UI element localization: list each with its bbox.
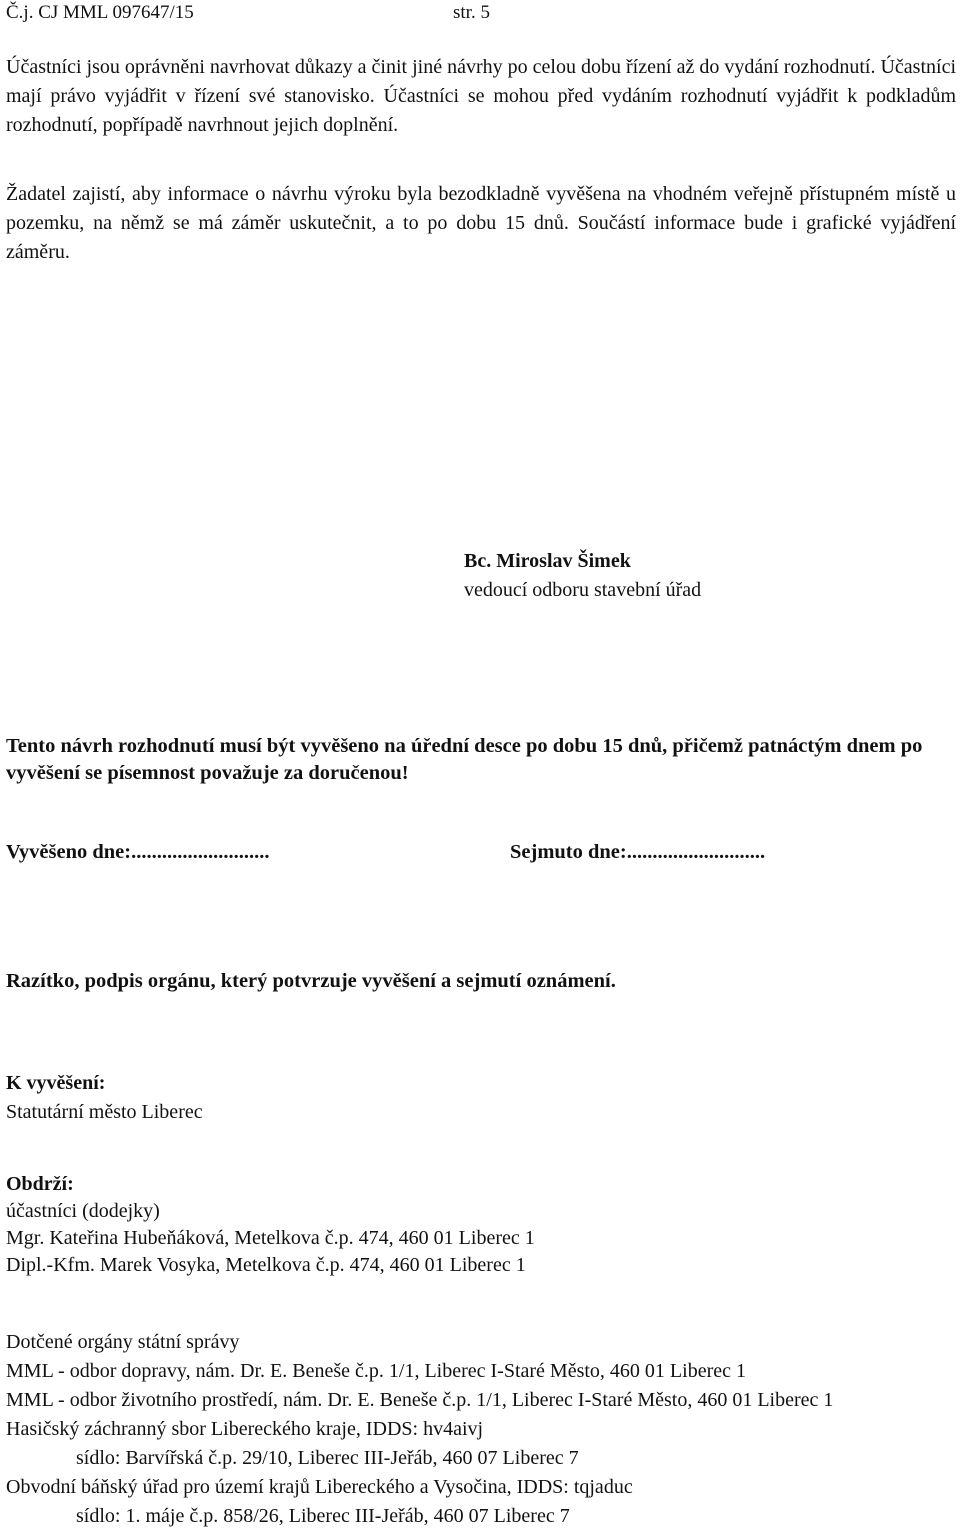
recipients-heading: Obdrží: [6,1173,74,1195]
authorities-section [6,1328,956,1531]
stamp-note: Razítko, podpis orgánu, který potvrzuje vyvěšení a sejmutí oznámení. [6,970,616,992]
participants-paragraph: Účastníci jsou oprávněni navrhovat důkazy a činit jiné návrhy po celou dobu řízení až do vydání rozhodnutí. Účastníci mají právo vyjádřit v řízení své stanovisko. Účastníci se mohou před vydáním rozhodnutí vyjádřit k podkladům rozhodnutí, popřípadě navrhnout jejich doplnění. [6,56,956,136]
page-header [6,0,490,26]
signatory-title: vedoucí odboru stavební úřad [464,579,702,601]
signature-block [464,547,701,605]
authorities-heading: Dotčené orgány státní správy [6,1331,240,1353]
for-posting-entity: Statutární město Liberec [6,1101,203,1123]
for-posting-heading: K vyvěšení: [6,1072,106,1094]
authority-line: Obvodní báňský úřad pro území krajů Libereckého a Vysočina, IDDS: tqjaduc [6,1476,633,1498]
posted-date-field: Vyvěšeno dne:........................... [6,841,270,863]
authority-line: MML - odbor dopravy, nám. Dr. E. Beneše č.p. 1/1, Liberec I-Staré Město, 460 01 Liberec 1 [6,1360,746,1382]
recipient-line: Mgr. Kateřina Hubeňáková, Metelkova č.p. 474, 460 01 Liberec 1 [6,1227,535,1249]
page-number: str. 5 [453,2,490,23]
removed-date-field: Sejmuto dne:........................... [510,841,766,863]
reference-number: Č.j. CJ MML 097647/15 [6,2,194,23]
for-posting-section [6,1069,203,1127]
recipient-line: účastníci (dodejky) [6,1200,160,1222]
authority-address-line: sídlo: Barvířská č.p. 29/10, Liberec III-Jeřáb, 460 07 Liberec 7 [76,1447,579,1469]
posting-notice: Tento návrh rozhodnutí musí být vyvěšeno na úřední desce po dobu 15 dnů, přičemž patnáctým dnem po vyvěšení se písemnost považuje za doručenou! [6,735,923,784]
authority-address-line: sídlo: 1. máje č.p. 858/26, Liberec III-Jeřáb, 460 07 Liberec 7 [76,1505,570,1527]
recipient-line: Dipl.-Kfm. Marek Vosyka, Metelkova č.p. 474, 460 01 Liberec 1 [6,1254,526,1276]
applicant-paragraph: Žadatel zajistí, aby informace o návrhu výroku byla bezodkladně vyvěšena na vhodném veřejně přístupném místě u pozemku, na němž se má záměr uskutečnit, a to po dobu 15 dnů. Součástí informace bude i grafické vyjádření záměru. [6,183,956,263]
authority-line: Hasičský záchranný sbor Libereckého kraje, IDDS: hv4aivj [6,1418,484,1440]
authority-line: MML - odbor životního prostředí, nám. Dr. E. Beneše č.p. 1/1, Liberec I-Staré Město, 460 01 Liberec 1 [6,1389,834,1411]
signatory-name: Bc. Miroslav Šimek [464,550,631,572]
recipients-section [6,1172,535,1280]
